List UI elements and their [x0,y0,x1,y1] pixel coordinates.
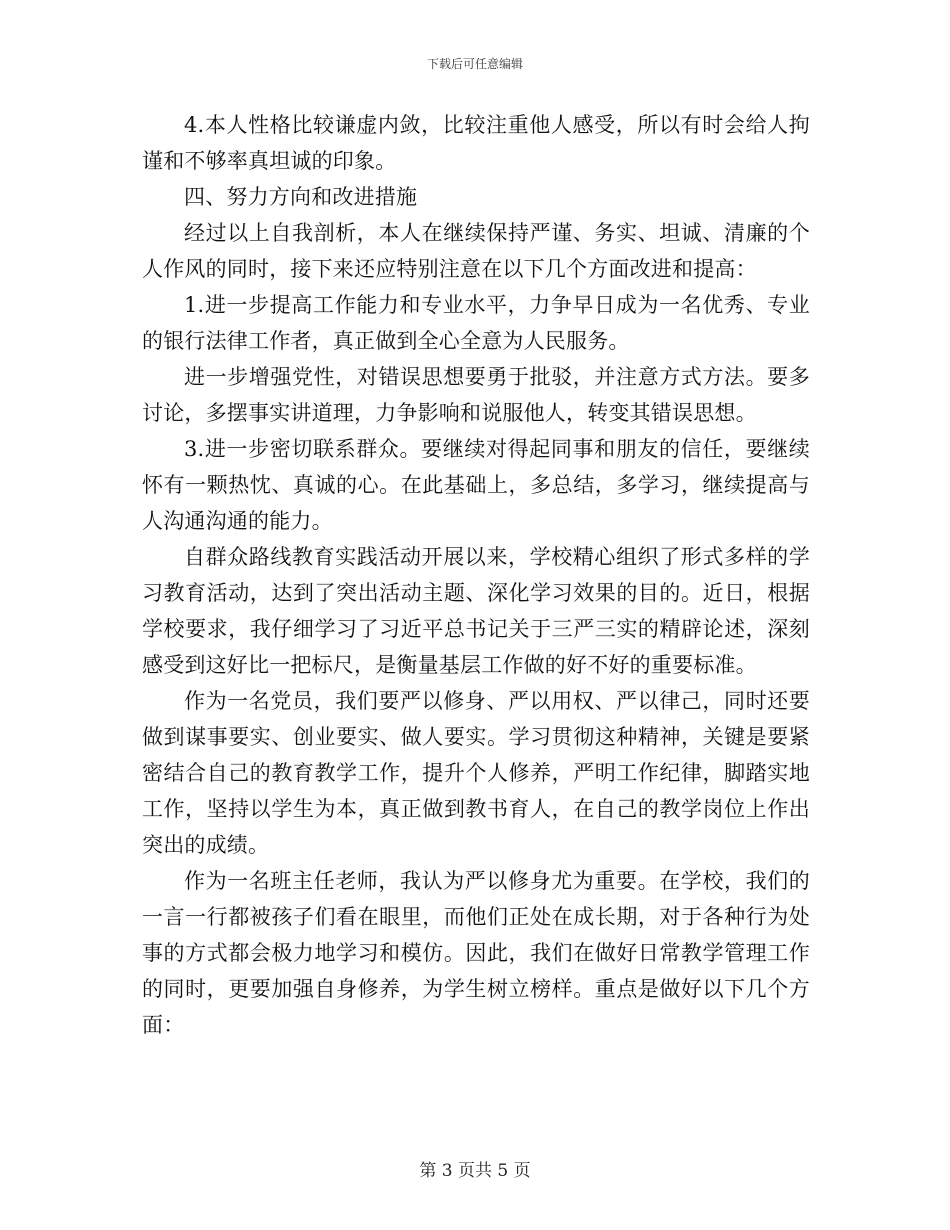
paragraph-5: 进一步增强党性，对错误思想要勇于批驳，并注意方式方法。要多讨论，多摆事实讲道理，力争影响和说服他人，转变其错误思想。 [142,365,810,425]
paragraph-4: 1.进一步提高工作能力和专业水平，力争早日成为一名优秀、专业的银行法律工作者，真正做到全心全意为人民服务。 [142,293,810,353]
paragraph-1: 4.本人性格比较谦虚内敛，比较注重他人感受，所以有时会给人拘谨和不够率真坦诚的印象。 [142,113,810,173]
page-footer: 第 3 页共 5 页 [419,1161,531,1181]
paragraph-2-heading: 四、努力方向和改进措施 [184,185,418,209]
paragraph-7: 自群众路线教育实践活动开展以来，学校精心组织了形式多样的学习教育活动，达到了突出活动主题、深化学习效果的目的。近日，根据学校要求，我仔细学习了习近平总书记关于三严三实的精辟论述，深刻感受到这好比一把标尺，是衡量基层工作做的好不好的重要标准。 [142,545,810,677]
document-body [142,107,810,1043]
paragraph-3: 经过以上自我剖析，本人在继续保持严谨、务实、坦诚、清廉的个人作风的同时，接下来还应特别注意在以下几个方面改进和提高： [142,221,810,281]
paragraph-9: 作为一名班主任老师，我认为严以修身尤为重要。在学校，我们的一言一行都被孩子们看在眼里，而他们正处在成长期，对于各种行为处事的方式都会极力地学习和模仿。因此，我们在做好日常教学管理工作的同时，更要加强自身修养，为学生树立榜样。重点是做好以下几个方面： [142,869,810,1037]
paragraph-8: 作为一名党员，我们要严以修身、严以用权、严以律己，同时还要做到谋事要实、创业要实、做人要实。学习贯彻这种精神，关键是要紧密结合自己的教育教学工作，提升个人修养，严明工作纪律，脚踏实地工作，坚持以学生为本，真正做到教书育人，在自己的教学岗位上作出突出的成绩。 [142,689,810,857]
page-header: 下载后可任意编辑 [426,57,523,71]
paragraph-6: 3.进一步密切联系群众。要继续对得起同事和朋友的信任，要继续怀有一颗热忱、真诚的心。在此基础上，多总结，多学习，继续提高与人沟通沟通的能力。 [142,437,810,533]
